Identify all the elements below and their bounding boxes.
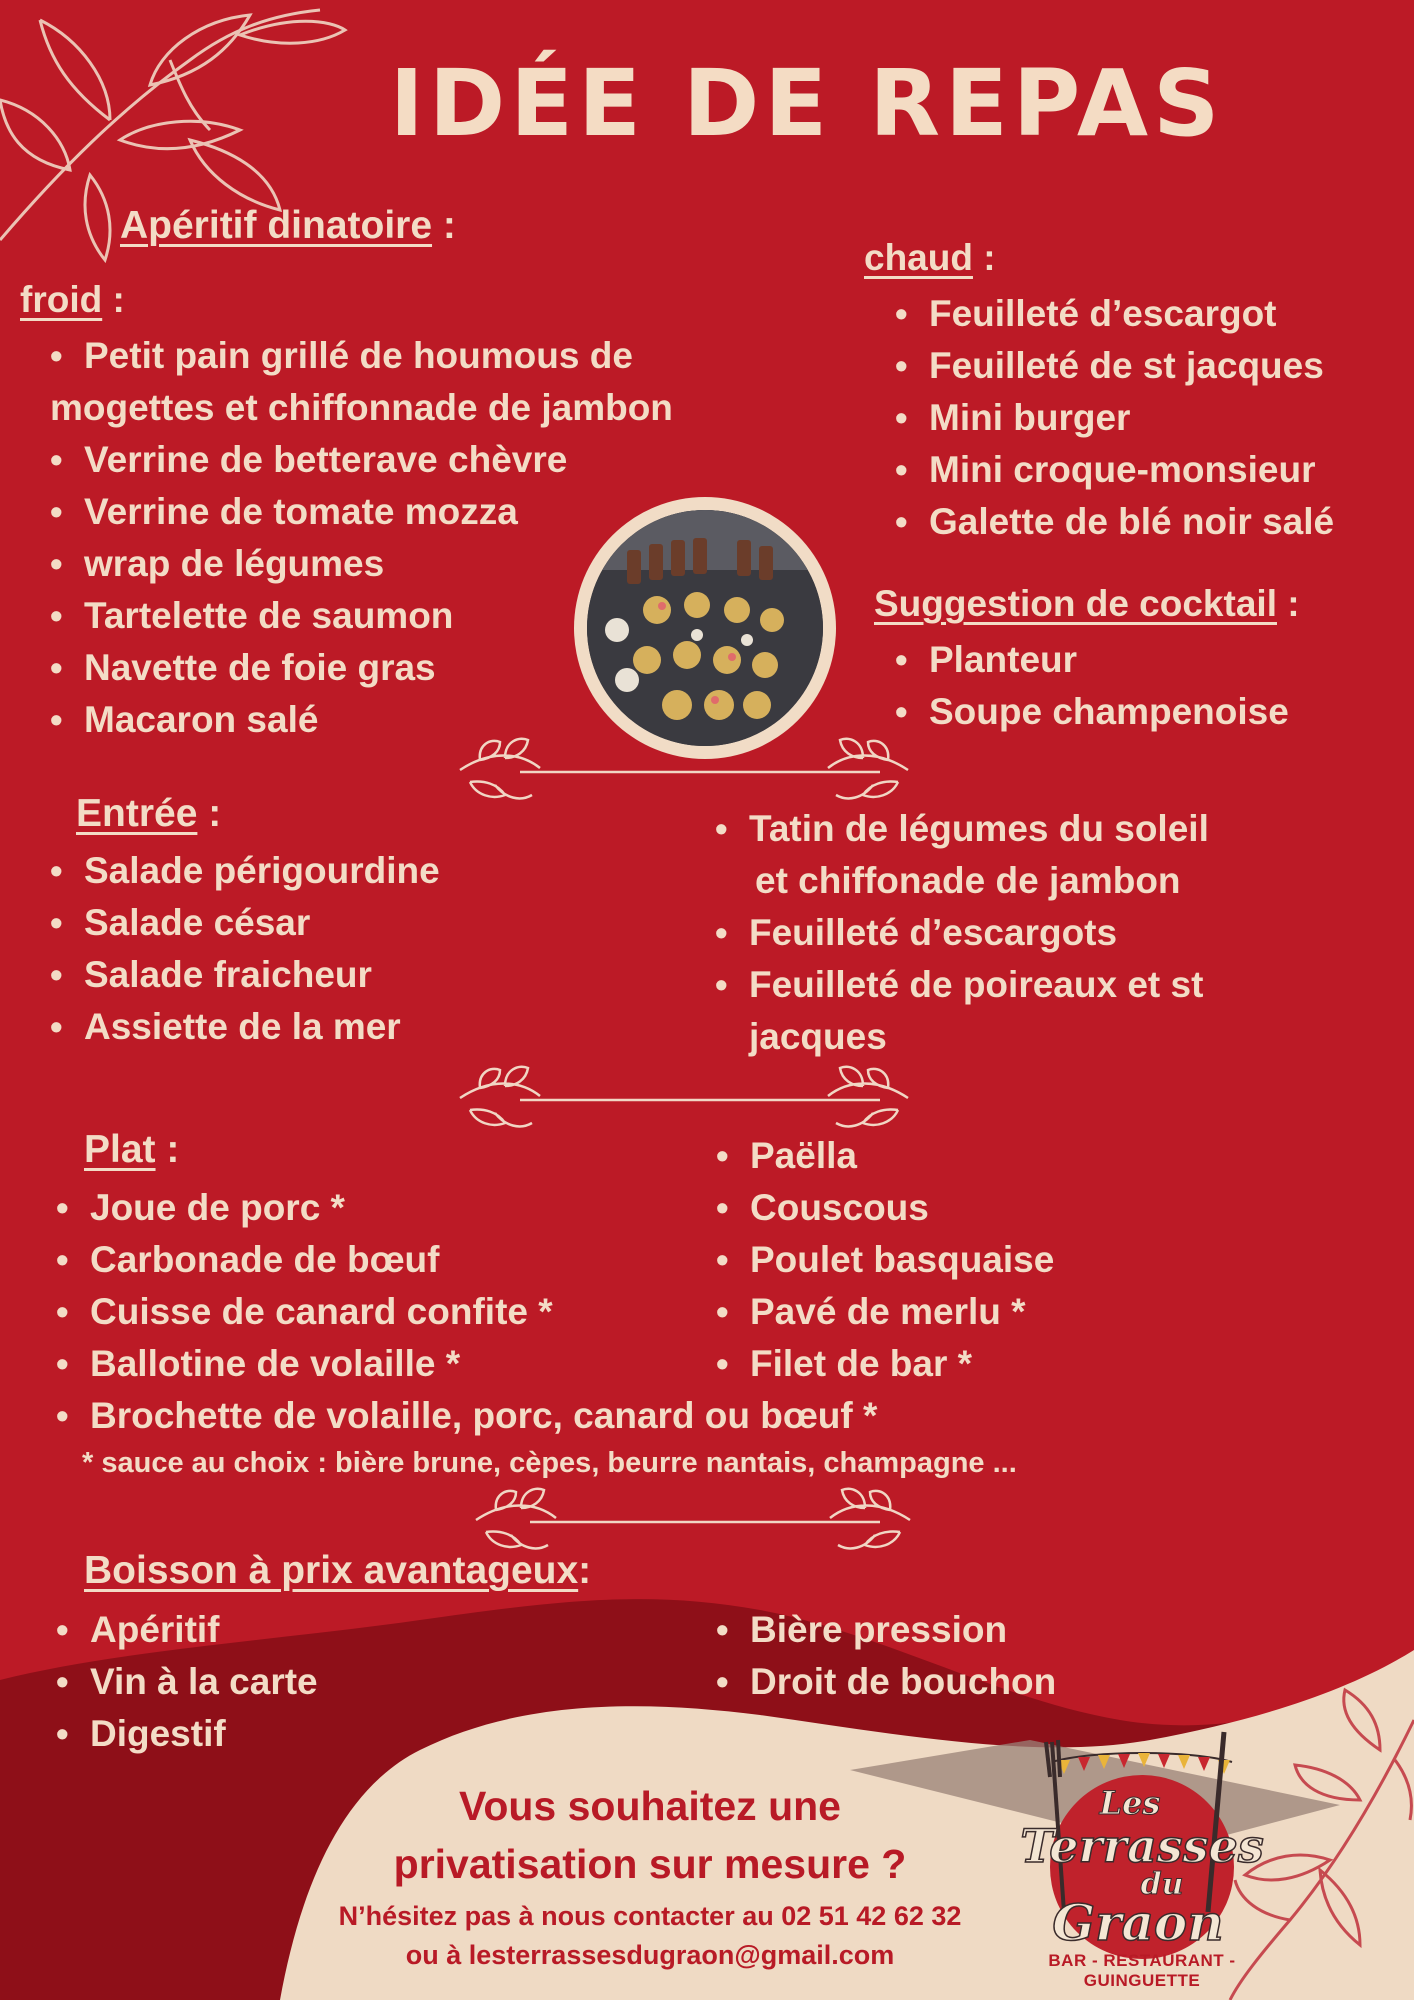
list-item: • Couscous <box>716 1182 1054 1234</box>
logo-text-du: du <box>1140 1867 1184 1902</box>
list-item-continuation: mogettes et chiffonnade de jambon <box>50 387 673 428</box>
list-item: • wrap de légumes <box>50 538 673 590</box>
contact-phone-line[interactable]: N’hésitez pas à nous contacter au 02 51 42 62 32 <box>338 1901 962 1931</box>
entree-heading: Entrée : <box>76 792 222 835</box>
list-item: • Salade fraicheur <box>50 949 440 1001</box>
list-item: • Feuilleté d’escargot <box>895 288 1334 340</box>
cocktail-label: Suggestion de cocktail : <box>874 583 1300 624</box>
chaud-label: chaud : <box>864 237 996 278</box>
list-item: • Verrine de betterave chèvre <box>50 434 673 486</box>
list-item: • Vin à la carte <box>56 1656 318 1708</box>
list-item: • Petit pain grillé de houmous de <box>50 330 673 382</box>
restaurant-logo <box>1012 1722 1272 1982</box>
list-item: • Mini croque-monsieur <box>895 444 1334 496</box>
entree-heading-text: Entrée <box>76 792 198 835</box>
froid-label-text: froid <box>20 279 103 320</box>
entree-right-list <box>715 803 1209 1063</box>
list-item: • Bière pression <box>716 1604 1056 1656</box>
privatisation-cta <box>290 1777 1010 1893</box>
list-item: • Digestif <box>56 1708 318 1760</box>
list-item: • Poulet basquaise <box>716 1234 1054 1286</box>
food-photo-image <box>587 510 823 746</box>
logo-text-graon: Graon <box>1052 1893 1224 1952</box>
list-item: • Macaron salé <box>50 694 673 746</box>
list-item: • Salade césar <box>50 897 440 949</box>
boisson-heading: Boisson à prix avantageux: <box>84 1549 592 1592</box>
list-item: • Filet de bar * <box>716 1338 1054 1390</box>
boisson-heading-text: Boisson à prix avantageux <box>84 1549 579 1592</box>
list-item: • Salade périgourdine <box>50 845 440 897</box>
chaud-list <box>895 288 1334 548</box>
food-photo <box>574 497 836 759</box>
sauce-note: * sauce au choix : bière brune, cèpes, beurre nantais, champagne ... <box>82 1447 1017 1479</box>
list-item-continuation: et chiffonade de jambon <box>755 860 1181 901</box>
list-item: • Planteur <box>895 634 1289 686</box>
plat-heading: Plat : <box>84 1128 180 1171</box>
aperitif-heading-text: Apéritif dinatoire <box>120 204 433 247</box>
list-item: • Apéritif <box>56 1604 318 1656</box>
chaud-label-text: chaud <box>864 237 973 278</box>
list-item: • Droit de bouchon <box>716 1656 1056 1708</box>
logo-text-les: Les <box>1099 1784 1161 1822</box>
list-item: • Soupe champenoise <box>895 686 1289 738</box>
appetizers-illustration <box>587 510 823 746</box>
aperitif-heading: Apéritif dinatoire : <box>120 204 456 247</box>
list-item: • Carbonade de bœuf <box>56 1234 877 1286</box>
froid-list <box>50 330 673 746</box>
divider-3 <box>476 1489 910 1549</box>
logo-tagline: BAR - RESTAURANT - GUINGUETTE <box>1048 1951 1236 1990</box>
divider-2 <box>460 1067 908 1127</box>
page-title: IDÉE DE REPAS <box>389 50 1225 157</box>
list-item: • Ballotine de volaille * <box>56 1338 877 1390</box>
list-item: • Pavé de merlu * <box>716 1286 1054 1338</box>
boisson-right-list <box>716 1604 1056 1708</box>
list-item-continuation: jacques <box>749 1016 887 1057</box>
list-item: • Joue de porc * <box>56 1182 877 1234</box>
list-item: • Feuilleté de poireaux et st <box>715 959 1209 1011</box>
logo-text-terrasses: Terrasses <box>1020 1819 1264 1873</box>
list-item: • Tatin de légumes du soleil <box>715 803 1209 855</box>
list-item: • Mini burger <box>895 392 1334 444</box>
cocktail-list <box>895 634 1289 738</box>
plat-right-list <box>716 1130 1054 1390</box>
cta-line-1: Vous souhaitez une <box>459 1783 841 1829</box>
list-item: • Cuisse de canard confite * <box>56 1286 877 1338</box>
entree-left-list <box>50 845 440 1053</box>
list-item: • Tartelette de saumon <box>50 590 673 642</box>
list-item: • Paëlla <box>716 1130 1054 1182</box>
cta-line-2: privatisation sur mesure ? <box>393 1841 907 1887</box>
list-item: • Assiette de la mer <box>50 1001 440 1053</box>
froid-label: froid : <box>20 279 125 320</box>
list-item: • Feuilleté de st jacques <box>895 340 1334 392</box>
boisson-left-list <box>56 1604 318 1760</box>
plat-heading-text: Plat <box>84 1128 156 1171</box>
list-item: • Brochette de volaille, porc, canard ou bœuf * <box>56 1390 877 1442</box>
list-item: • Feuilleté d’escargots <box>715 907 1209 959</box>
cocktail-label-text: Suggestion de cocktail <box>874 583 1277 624</box>
list-item: • Verrine de tomate mozza <box>50 486 673 538</box>
contact-info <box>260 1897 1040 1975</box>
list-item: • Navette de foie gras <box>50 642 673 694</box>
list-item: • Galette de blé noir salé <box>895 496 1334 548</box>
contact-email-line[interactable]: ou à lesterrassesdugraon@gmail.com <box>405 1940 895 1970</box>
